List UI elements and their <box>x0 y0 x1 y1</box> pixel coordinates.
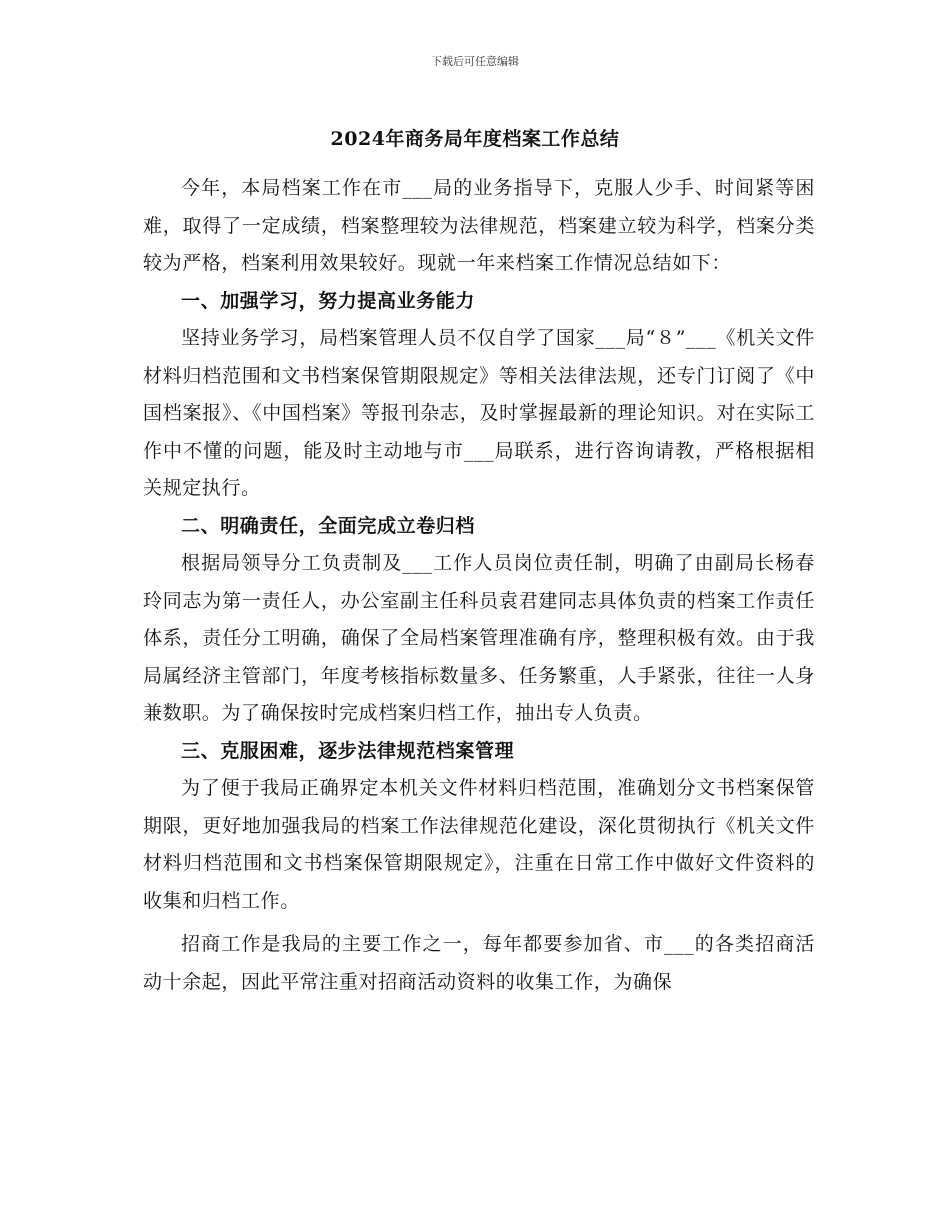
section-heading-1: 一、加强学习，努力提高业务能力 <box>181 289 476 312</box>
paragraph-section-2: 根据局领导分工负责制及___工作人员岗位责任制，明确了由副局长杨春玲同志为第一责任人，办公室副主任科员袁君建同志具体负责的档案工作责任体系，责任分工明确，确保了全局档案管理准确有序，整理积极有效。由于我局属经济主管部门，年度考核指标数量多、任务繁重，人手紧张，往往一人身兼数职。为了确保按时完成档案归档工作，抽出专人负责。 <box>143 552 815 724</box>
paragraph-section-3: 为了便于我局正确界定本机关文件材料归档范围，准确划分文书档案保管期限，更好地加强我局的档案工作法律规范化建设，深化贯彻执行《机关文件材料归档范围和文书档案保管期限规定》，注重在日常工作中做好文件资料的收集和归档工作。 <box>143 777 815 912</box>
paragraph-section-3-continued: 招商工作是我局的主要工作之一，每年都要参加省、市___的各类招商活动十余起，因此平常注重对招商活动资料的收集工作，为确保 <box>143 933 815 993</box>
section-heading-3: 三、克服困难，逐步法律规范档案管理 <box>181 739 515 762</box>
document-title: 2024年商务局年度档案工作总结 <box>330 128 620 150</box>
section-heading-2: 二、明确责任，全面完成立卷归档 <box>181 514 476 537</box>
paragraph-section-1: 坚持业务学习，局档案管理人员不仅自学了国家___局“８”___《机关文件材料归档范围和文书档案保管期限规定》等相关法律法规，还专门订阅了《中国档案报》、《中国档案》等报刊杂志，及时掌握最新的理论知识。对在实际工作中不懂的问题，能及时主动地与市___局联系，进行咨询请教，严格根据相关规定执行。 <box>143 327 815 499</box>
document-body <box>143 170 815 1001</box>
header-note: 下载后可任意编辑 <box>431 55 519 68</box>
paragraph-intro: 今年，本局档案工作在市___局的业务指导下，克服人少手、时间紧等困难，取得了一定成绩，档案整理较为法律规范，档案建立较为科学，档案分类较为严格，档案利用效果较好。现就一年来档案工作情况总结如下： <box>143 177 815 274</box>
